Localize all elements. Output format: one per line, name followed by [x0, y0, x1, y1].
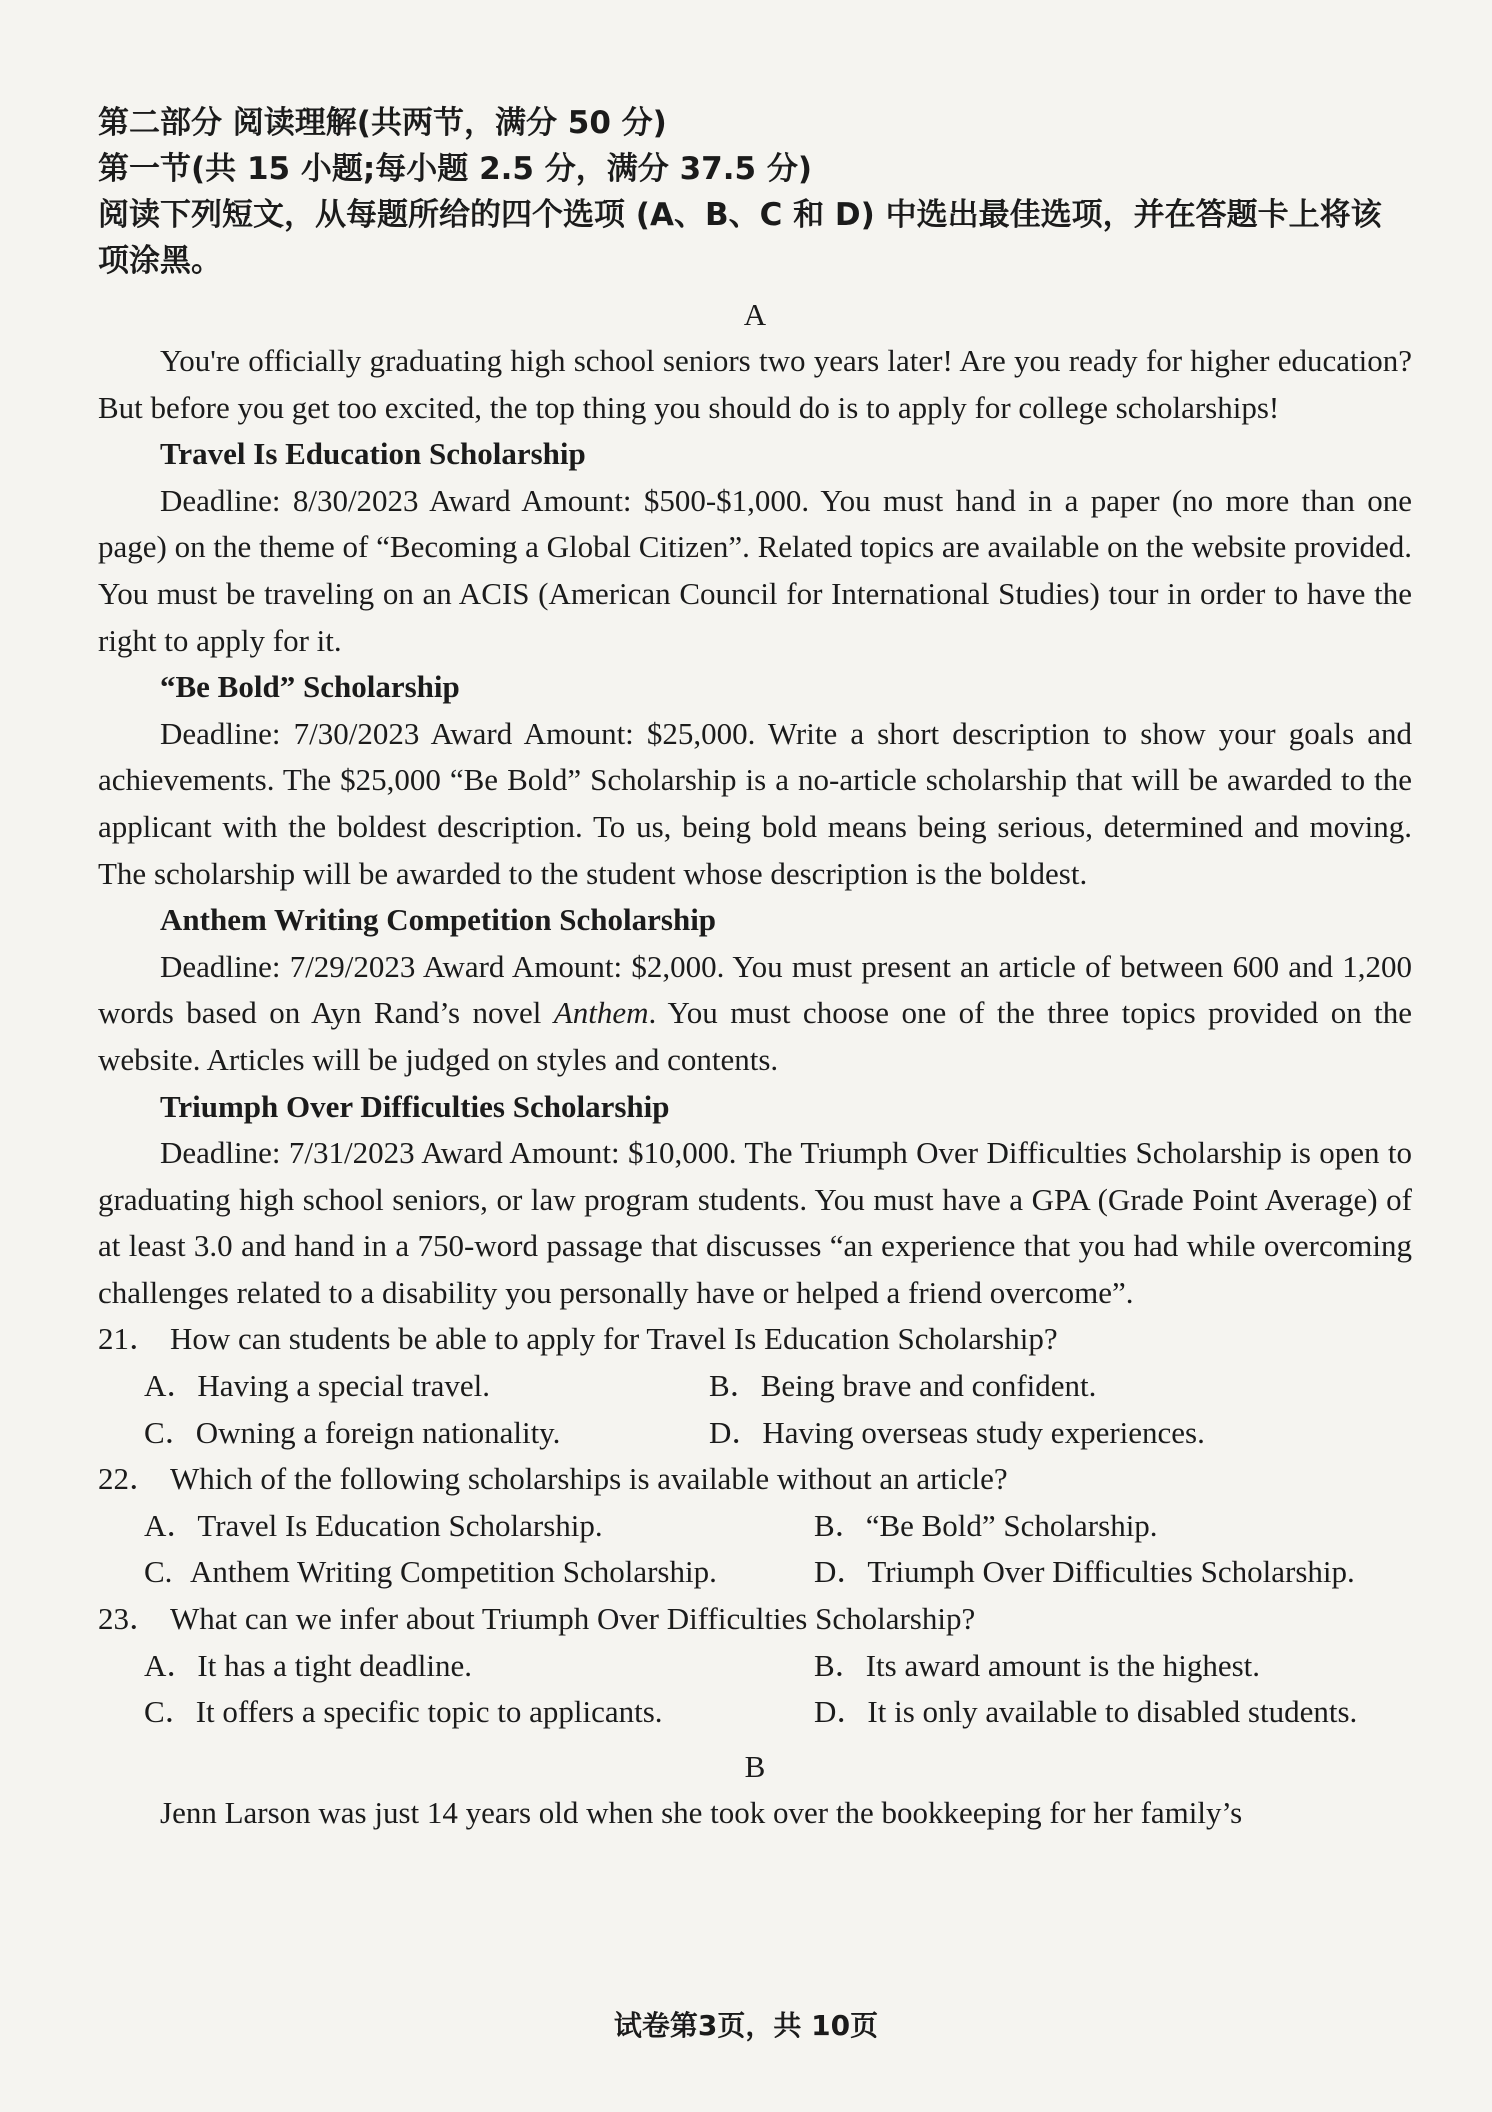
scholarship-anthem [98, 897, 1412, 1083]
section-header [98, 100, 1412, 284]
body-text: Deadline: 7/29/2023 Award Amount: $2,000. You must present an article of between 600 and 1,200 words based on Ayn Rand’s novel [98, 948, 1412, 1031]
passage-a-intro: You're officially graduating high school seniors two years later! Are you ready for higher education? But before you get too excited, the top thing you should do is to apply for college scholarships! [98, 343, 1412, 425]
option-c [144, 1689, 814, 1736]
passage-a-label: A [743, 297, 767, 332]
option-text: It has a tight deadline. [197, 1647, 473, 1683]
option-c [144, 1549, 814, 1596]
scholarship-be-bold [98, 664, 1412, 897]
option-text: “Be Bold” Scholarship. [865, 1507, 1158, 1543]
option-letter: D． [814, 1554, 868, 1590]
scholarship-title: “Be Bold” Scholarship [160, 669, 460, 705]
option-letter: B． [814, 1507, 866, 1543]
option-c [144, 1410, 709, 1457]
passage-b-label: B [744, 1748, 766, 1784]
scholarship-title: Triumph Over Difficulties Scholarship [160, 1088, 670, 1124]
scholarship-title: Anthem Writing Competition Scholarship [160, 902, 717, 938]
option-text: Having overseas study experiences. [762, 1414, 1205, 1450]
option-text: Its award amount is the highest. [865, 1647, 1260, 1683]
question-number: 21． [98, 1321, 160, 1357]
novel-title: Anthem [553, 995, 649, 1031]
option-b [814, 1503, 1412, 1550]
scholarship-body: Deadline: 7/30/2023 Award Amount: $25,000. Write a short description to show your goals and achievements. The $25,000 “Be Bold” Scholarship is a no-article scholarship that will be awarded to the applicant with the boldest description. To us, being bold means being serious, determined and moving. The scholarship will be awarded to the student whose description is the boldest. [98, 715, 1412, 891]
option-b [709, 1363, 1412, 1410]
option-text: Having a special travel. [197, 1368, 491, 1404]
option-letter: C. [144, 1554, 173, 1590]
option-text: Triumph Over Difficulties Scholarship. [867, 1554, 1355, 1590]
option-d [709, 1410, 1412, 1457]
option-letter: D． [709, 1414, 763, 1450]
scholarship-triumph [98, 1084, 1412, 1317]
question-text: What can we infer about Triumph Over Difficulties Scholarship? [170, 1601, 976, 1637]
option-a [144, 1643, 814, 1690]
option-letter: B． [814, 1647, 866, 1683]
option-letter: A． [144, 1507, 198, 1543]
scholarship-body [98, 944, 1412, 1084]
question-stem [98, 1456, 1412, 1503]
option-text: It is only available to disabled students. [867, 1694, 1358, 1730]
question-stem [98, 1596, 1412, 1643]
option-list [98, 1643, 1412, 1736]
option-letter: C． [144, 1414, 196, 1450]
question-number: 23． [98, 1601, 160, 1637]
option-a [144, 1503, 814, 1550]
option-letter: A． [144, 1368, 198, 1404]
question-number: 22． [98, 1461, 160, 1497]
question-22 [98, 1456, 1412, 1596]
question-text: Which of the following scholarships is available without an article? [170, 1461, 1008, 1497]
body-text: . You must choose one of the three topics provided on the website. Articles will be judged on styles and contents. [98, 995, 1412, 1077]
option-list [98, 1503, 1412, 1596]
question-stem [98, 1316, 1412, 1363]
option-text: Owning a foreign nationality. [195, 1414, 561, 1450]
option-text: Anthem Writing Competition Scholarship. [190, 1554, 717, 1590]
option-b [814, 1643, 1412, 1690]
section-heading: 第一节(共 15 小题;每小题 2.5 分，满分 37.5 分) [98, 151, 813, 187]
option-letter: D． [814, 1694, 868, 1730]
question-text: How can students be able to apply for Travel Is Education Scholarship? [170, 1321, 1058, 1357]
option-text: Being brave and confident. [760, 1368, 1097, 1404]
option-letter: B． [709, 1368, 761, 1404]
option-text: It offers a specific topic to applicants. [195, 1694, 663, 1730]
option-list [98, 1363, 1412, 1456]
scholarship-body: Deadline: 8/30/2023 Award Amount: $500-$1,000. You must hand in a paper (no more than one page) on the theme of “Becoming a Global Citizen”. Related topics are available on the website provided. You must be traveling on an ACIS (American Council for International Studies) tour in order to have the right to apply for it. [98, 482, 1412, 658]
scholarship-body: Deadline: 7/31/2023 Award Amount: $10,000. The Triumph Over Difficulties Scholarship is open to graduating high school seniors, or law program students. You must have a GPA (Grade Point Average) of at least 3.0 and hand in a 750-word passage that discusses “an experience that you had while overcoming challenges related to a disability you personally have or helped a friend overcome”. [98, 1135, 1412, 1310]
option-d [814, 1689, 1412, 1736]
scholarship-title: Travel Is Education Scholarship [160, 436, 586, 472]
option-letter: C． [144, 1694, 196, 1730]
option-d [814, 1549, 1412, 1596]
option-text: Travel Is Education Scholarship. [197, 1507, 603, 1543]
scholarship-travel [98, 431, 1412, 664]
question-23 [98, 1596, 1412, 1736]
option-letter: A． [144, 1647, 198, 1683]
instructions: 阅读下列短文，从每题所给的四个选项 (A、B、C 和 D) 中选出最佳选项，并在答题卡上将该项涂黑。 [98, 197, 1382, 279]
question-21 [98, 1316, 1412, 1456]
part-heading: 第二部分 阅读理解(共两节，满分 50 分) [98, 105, 667, 141]
option-a [144, 1363, 709, 1410]
passage-b-intro: Jenn Larson was just 14 years old when she took over the bookkeeping for her family’s [160, 1794, 1243, 1830]
page-footer: 试卷第3页，共 10页 [613, 2009, 879, 2042]
